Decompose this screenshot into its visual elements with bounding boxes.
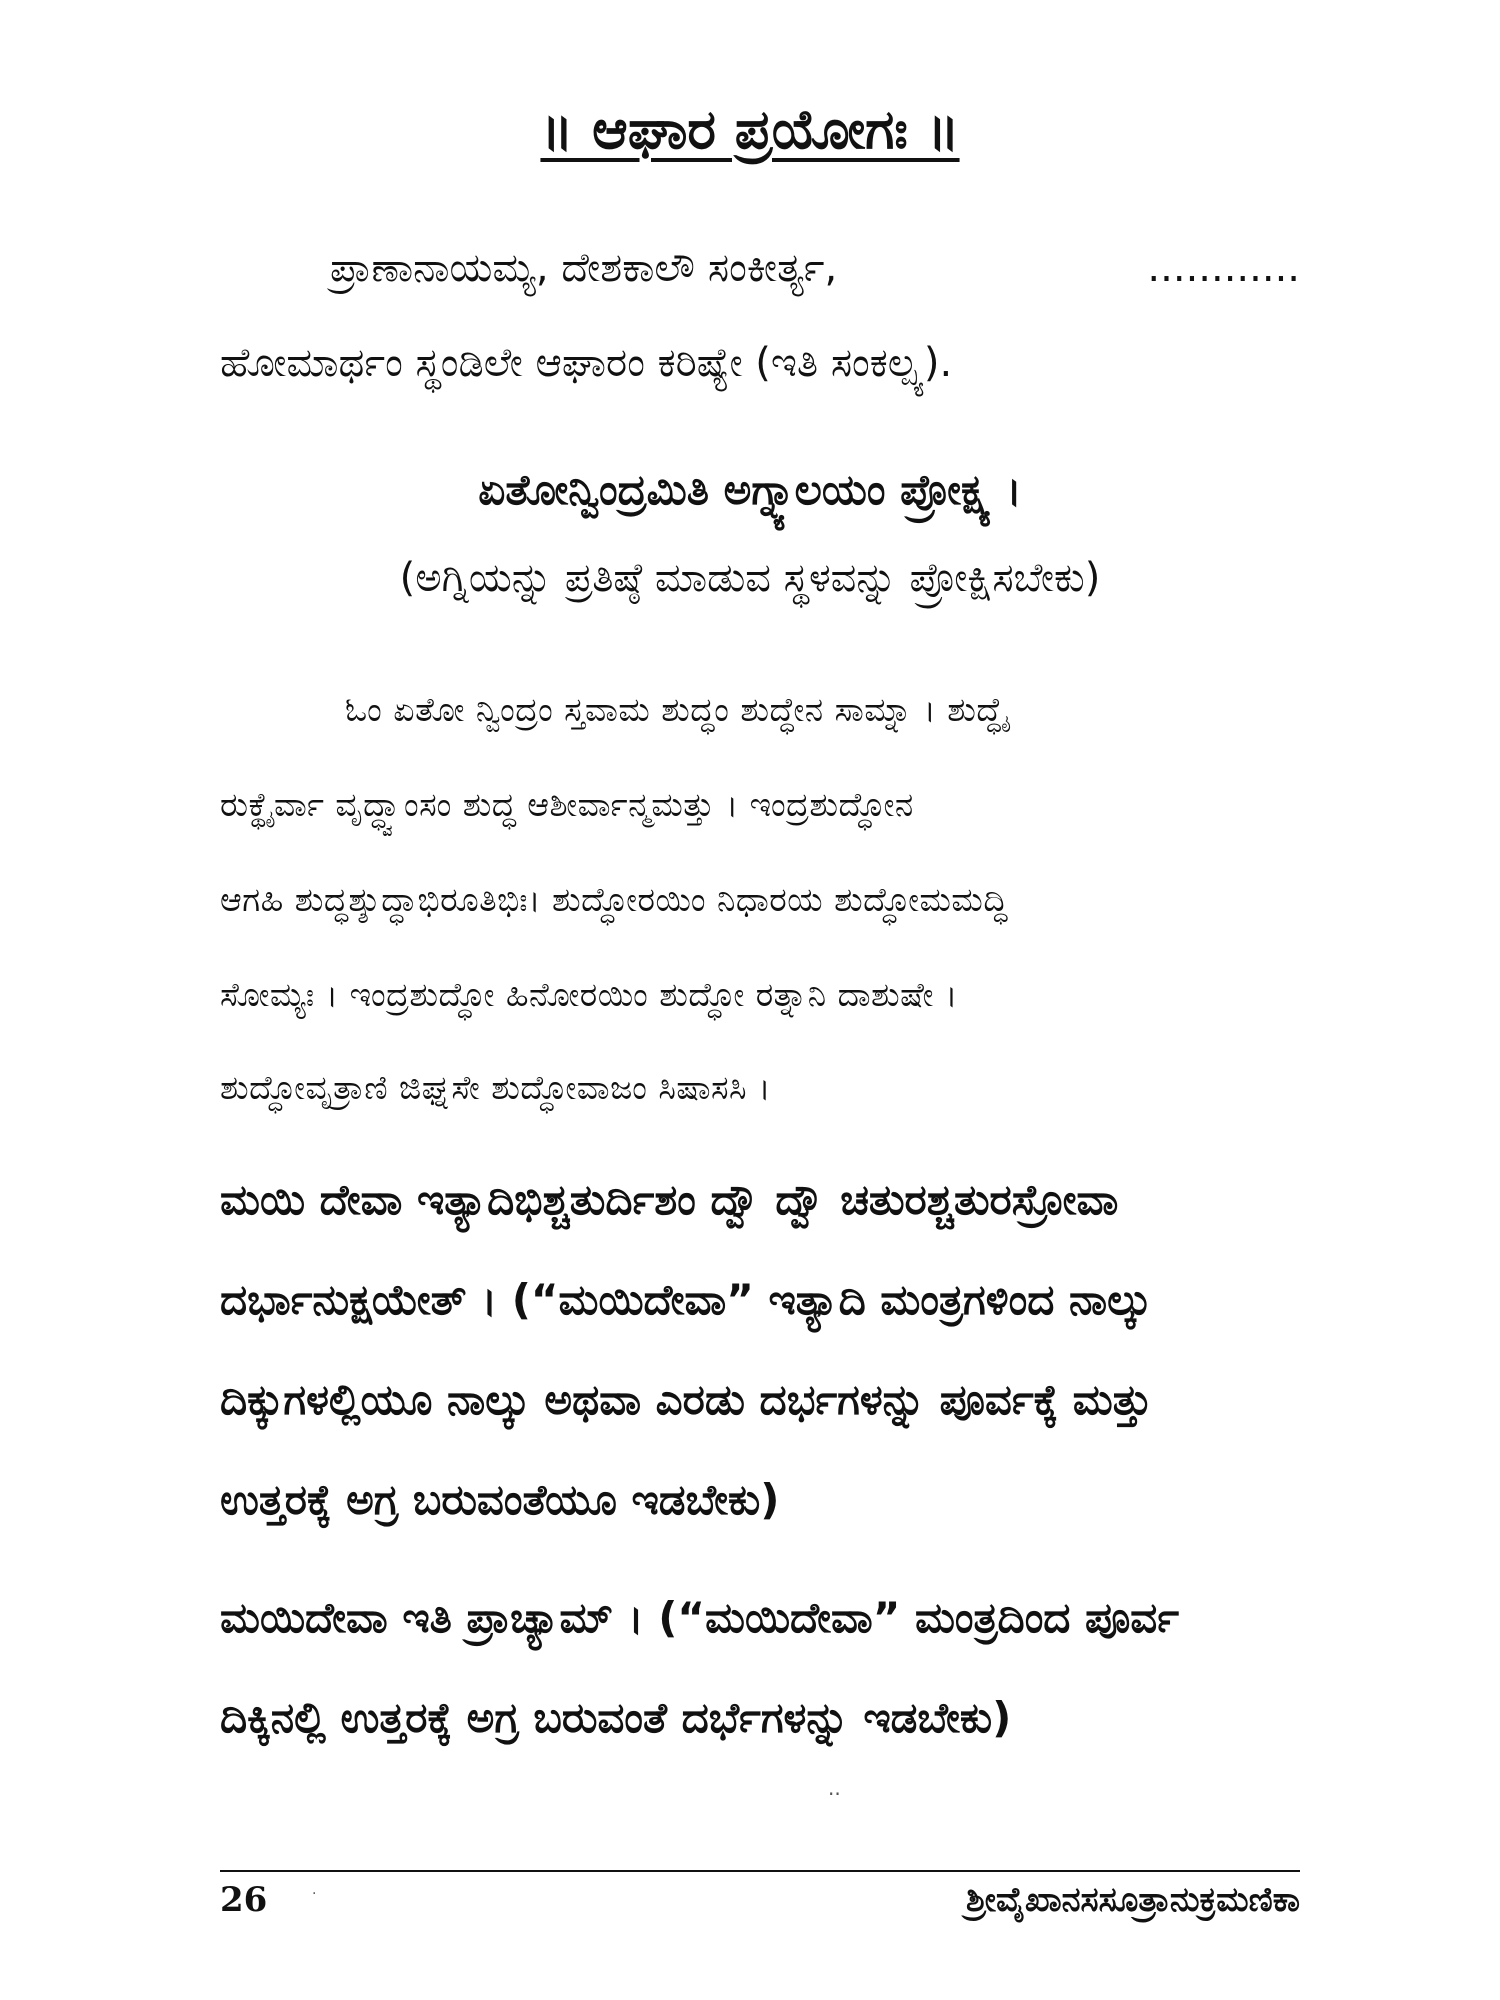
- instruction-line: ಉತ್ತರಕ್ಕೆ ಅಗ್ರ ಬರುವಂತೆಯೂ ಇಡಬೇಕು): [220, 1475, 780, 1524]
- mantra-line: ಸೋಮ್ಯಃ । ಇಂದ್ರಶುದ್ಧೋ ಹಿನೋರಯಿಂ ಶುದ್ಧೋ ರತ್ನಾನಿ ದಾಶುಷೇ ।: [220, 975, 958, 1014]
- instruction-line: ದರ್ಭಾನುಕ್ಷಯೇತ್ । (“ಮಯಿದೇವಾ” ಇತ್ಯಾದಿ ಮಂತ್ರಗಳಿಂದ ನಾಲ್ಕು: [220, 1275, 1152, 1324]
- proksha-verse: ಏತೋನ್ವಿಂದ್ರಮಿತಿ ಅಗ್ನ್ಯಾಲಯಂ ಪ್ರೋಕ್ಷ್ಯ ।: [478, 465, 1022, 514]
- intro-line-1: [330, 245, 1300, 291]
- footer-rule: [220, 1870, 1300, 1872]
- instruction-line: ಮಯಿ ದೇವಾ ಇತ್ಯಾದಿಭಿಶ್ಚತುರ್ದಿಶಂ ದ್ವೌ ದ್ವೌ ಚತುರಶ್ಚತುರಸ್ರೋವಾ: [220, 1175, 1119, 1224]
- instruction-line: ದಿಕ್ಕುಗಳಲ್ಲಿಯೂ ನಾಲ್ಕು ಅಥವಾ ಎರಡು ದರ್ಭಗಳನ್ನು ಪೂರ್ವಕ್ಕೆ ಮತ್ತು: [220, 1375, 1152, 1424]
- scan-speck: ·: [312, 1886, 317, 1902]
- mantra-line: ಶುದ್ಧೋವೃತ್ರಾಣಿ ಜಿಘ್ನಸೇ ಶುದ್ಧೋವಾಜಂ ಸಿಷಾಸಸಿ ।: [220, 1068, 772, 1107]
- intro-line-2: ಹೋಮಾರ್ಥಂ ಸ್ಥಂಡಿಲೇ ಆಘಾರಂ ಕರಿಷ್ಯೇ (ಇತಿ ಸಂಕಲ್ಪ್ಯ).: [220, 340, 953, 386]
- mantra-line: ಓಂ ಏತೋ ನ್ವಿಂದ್ರಂ ಸ್ತವಾಮ ಶುದ್ಧಂ ಶುದ್ಧೇನ ಸಾಮ್ನಾ । ಶುದ್ಧೈ: [345, 690, 1008, 729]
- scan-speck: ··: [828, 1782, 841, 1806]
- proksha-note: (ಅಗ್ನಿಯನ್ನು ಪ್ರತಿಷ್ಠೆ ಮಾಡುವ ಸ್ಥಳವನ್ನು ಪ್ರೋಕ್ಷಿಸಬೇಕು): [399, 555, 1101, 601]
- mantra-line: ರುಕ್ಥೈರ್ವಾ ವೃದ್ಧ್ವಾಂಸಂ ಶುದ್ಧ ಆಶೀರ್ವಾನ್ಮಮತ್ತು । ಇಂದ್ರಶುದ್ಧೋನ: [220, 785, 914, 824]
- page-number: 26: [220, 1880, 268, 1920]
- page-footer: [220, 1880, 1300, 1940]
- intro-ellipsis: ............: [1147, 245, 1300, 291]
- mantra-line: ಆಗಹಿ ಶುದ್ಧಶ್ಶುದ್ಧಾಭಿರೂತಿಭಿಃ। ಶುದ್ಧೋರಯಿಂ ನಿಧಾರಯ ಶುದ್ಧೋಮಮದ್ಧಿ: [220, 880, 1008, 919]
- book-title: ಶ್ರೀವೈಖಾನಸಸೂತ್ರಾನುಕ್ರಮಣಿಕಾ: [966, 1880, 1300, 1920]
- instruction-line: ದಿಕ್ಕಿನಲ್ಲಿ ಉತ್ತರಕ್ಕೆ ಅಗ್ರ ಬರುವಂತೆ ದರ್ಭೆಗಳನ್ನು ಇಡಬೇಕು): [220, 1693, 1012, 1742]
- instruction-line: ಮಯಿದೇವಾ ಇತಿ ಪ್ರಾಚ್ಯಾಮ್ । (“ಮಯಿದೇವಾ” ಮಂತ್ರದಿಂದ ಪೂರ್ವ: [220, 1593, 1180, 1642]
- intro-line-1-text: ಪ್ರಾಣಾನಾಯಮ್ಯ, ದೇಶಕಾಲೌ ಸಂಕೀರ್ತ್ಯ,: [330, 245, 838, 291]
- page-title: ॥ ಆಘಾರ ಪ್ರಯೋಗಃ ॥: [540, 98, 960, 161]
